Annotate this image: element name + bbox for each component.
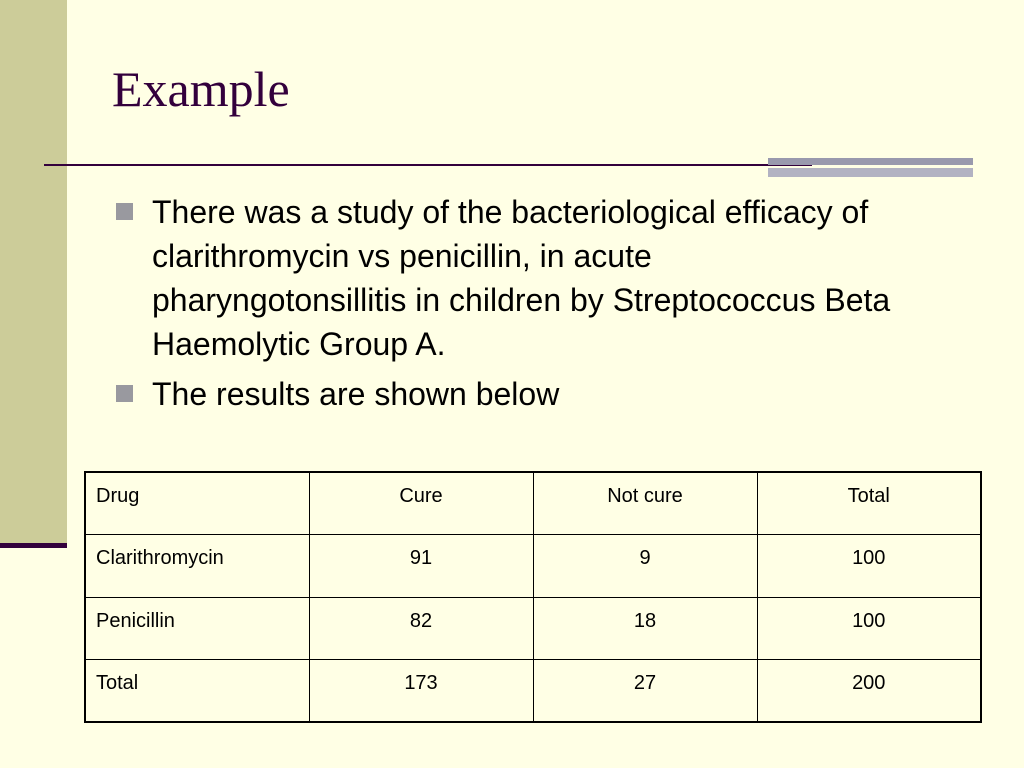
table-cell: 9 bbox=[533, 535, 757, 598]
table-cell: Total bbox=[85, 660, 309, 723]
header-cell-drug: Drug bbox=[85, 472, 309, 535]
bullet-list bbox=[116, 190, 896, 422]
bullet-item bbox=[116, 190, 896, 366]
table-cell: 200 bbox=[757, 660, 981, 723]
left-sidebar-bar bbox=[0, 0, 67, 547]
table-cell: 100 bbox=[757, 535, 981, 598]
table-cell: 173 bbox=[309, 660, 533, 723]
table-cell: 18 bbox=[533, 597, 757, 660]
bullet-text: There was a study of the bacteriological efficacy of clarithromycin vs penicillin, in acute pharyngotonsillitis in children by Streptococcus Beta Haemolytic Group A. bbox=[152, 194, 891, 362]
square-bullet-icon bbox=[116, 385, 133, 402]
table-row bbox=[85, 660, 981, 723]
table-cell: 27 bbox=[533, 660, 757, 723]
slide-title: Example bbox=[112, 61, 290, 117]
header-cell-cure: Cure bbox=[309, 472, 533, 535]
table-cell: 100 bbox=[757, 597, 981, 660]
table-cell: Penicillin bbox=[85, 597, 309, 660]
accent-bar bbox=[768, 158, 973, 178]
bullet-text: The results are shown below bbox=[152, 376, 560, 412]
header-cell-total: Total bbox=[757, 472, 981, 535]
header-cell-not-cure: Not cure bbox=[533, 472, 757, 535]
square-bullet-icon bbox=[116, 203, 133, 220]
table-row bbox=[85, 597, 981, 660]
table-cell: 82 bbox=[309, 597, 533, 660]
sidebar-rule bbox=[0, 543, 67, 548]
results-table bbox=[84, 471, 982, 723]
table-cell: Clarithromycin bbox=[85, 535, 309, 598]
bullet-item bbox=[116, 372, 896, 416]
table-cell: 91 bbox=[309, 535, 533, 598]
table-header-row bbox=[85, 472, 981, 535]
table-row bbox=[85, 535, 981, 598]
title-divider bbox=[44, 164, 812, 166]
